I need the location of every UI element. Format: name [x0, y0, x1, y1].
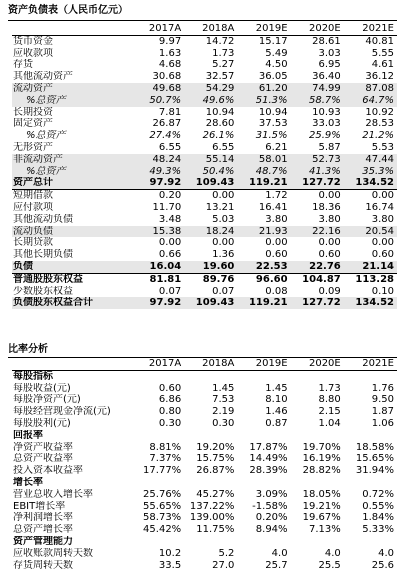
balance-row — [12, 190, 397, 202]
ratio-cell — [291, 430, 344, 442]
balance-cell: 134.52 — [344, 177, 397, 189]
balance-cell: 36.12 — [365, 71, 394, 83]
balance-cell: 22.76 — [291, 261, 344, 273]
ratio-row — [12, 524, 397, 536]
balance-cell: 5.55 — [371, 47, 394, 59]
balance-cell: 5.49 — [265, 47, 288, 59]
balance-cell: 0.66 — [158, 249, 182, 261]
ratio-cell — [291, 370, 344, 382]
ratio-cell: 137.22% — [189, 500, 235, 512]
balance-row — [12, 273, 397, 285]
ratio-row-label: 净资产收益率 — [13, 441, 73, 453]
balance-cell: 0.07 — [212, 285, 235, 297]
balance-cell: 3.80 — [318, 213, 341, 225]
balance-cell: 5.03 — [212, 213, 235, 225]
balance-sheet-title: 资产负债表（人民币亿元） — [8, 5, 128, 16]
ratio-cell: 25.76% — [143, 488, 182, 500]
year-header: 2017A — [131, 358, 184, 370]
ratio-row — [12, 442, 397, 454]
ratio-row-label: 每股经营现金净流(元) — [13, 406, 111, 418]
ratio-cell: 4.0 — [271, 547, 288, 559]
balance-cell: 54.29 — [184, 83, 237, 95]
balance-cell: 37.53 — [258, 118, 288, 130]
balance-row — [12, 177, 397, 189]
balance-cell: 41.3% — [291, 166, 344, 178]
ratio-row-label: 每股指标 — [13, 370, 53, 382]
ratio-cell — [237, 370, 290, 382]
balance-cell: 16.41 — [258, 201, 288, 213]
balance-cell: 10.92 — [365, 106, 394, 118]
ratio-cell: 25.5 — [318, 559, 341, 571]
ratio-cell: 11.75% — [196, 524, 235, 536]
balance-cell: 1.73 — [212, 47, 235, 59]
balance-cell: 21.93 — [237, 226, 290, 238]
ratio-row — [12, 418, 397, 430]
balance-cell: 0.07 — [158, 285, 182, 297]
ratio-cell: 7.13% — [308, 524, 341, 536]
balance-cell: 50.4% — [184, 166, 237, 178]
balance-row-label: 其他流动负债 — [13, 213, 73, 225]
balance-row-label: 非流动资产 — [12, 154, 131, 166]
balance-cell: 109.43 — [184, 297, 237, 309]
ratio-cell — [131, 477, 184, 489]
balance-cell: 0.60 — [371, 249, 394, 261]
ratio-cell: 8.81% — [149, 441, 182, 453]
ratio-cell: -1.58% — [252, 500, 288, 512]
balance-row — [12, 35, 397, 47]
balance-row — [12, 83, 397, 95]
balance-row — [12, 166, 397, 178]
year-header: 2018A — [184, 358, 237, 370]
balance-cell: 0.00 — [265, 237, 288, 249]
balance-cell: 119.21 — [237, 177, 290, 189]
balance-row — [12, 226, 397, 238]
balance-row — [12, 95, 397, 107]
ratio-cell: 8.94% — [255, 524, 288, 536]
balance-row — [12, 202, 397, 214]
ratio-row-label: 应收账款周转天数 — [13, 547, 93, 559]
ratio-cell: 7.53 — [212, 394, 235, 406]
ratio-cell: 55.65% — [143, 500, 182, 512]
balance-cell: 0.00 — [158, 237, 182, 249]
balance-cell: 9.97 — [158, 35, 182, 47]
ratio-row-label: 总资产增长率 — [13, 524, 73, 536]
balance-row-label: 资产总计 — [12, 177, 131, 189]
balance-cell: 10.94 — [258, 106, 288, 118]
balance-cell: 28.53 — [365, 118, 394, 130]
ratio-row-label: 每股净资产(元) — [13, 394, 81, 406]
balance-header-row — [12, 23, 397, 35]
balance-cell: 3.80 — [265, 213, 288, 225]
balance-cell: 109.43 — [184, 177, 237, 189]
balance-cell: 1.72 — [265, 190, 288, 202]
balance-row-label: 货币资金 — [13, 35, 53, 47]
ratio-row — [12, 512, 397, 524]
ratio-cell: 18.58% — [355, 441, 394, 453]
balance-row-label: 少数股东权益 — [13, 285, 73, 297]
ratio-analysis-table — [12, 358, 397, 571]
ratio-cell: 18.05% — [302, 488, 341, 500]
ratio-cell: 1.73 — [318, 382, 341, 394]
balance-row — [12, 237, 397, 249]
ratio-cell: 1.84% — [362, 512, 394, 524]
balance-cell: 15.17 — [258, 35, 288, 47]
balance-row-label: 长期投资 — [13, 106, 53, 118]
ratio-cell: 6.86 — [158, 394, 182, 406]
ratio-row — [12, 477, 397, 489]
ratio-row — [12, 560, 397, 572]
ratio-row — [12, 501, 397, 513]
balance-cell: 3.03 — [318, 47, 341, 59]
ratio-cell — [184, 430, 237, 442]
balance-row — [12, 48, 397, 60]
balance-row — [12, 59, 397, 71]
year-header: 2021E — [344, 23, 397, 35]
balance-cell: 87.08 — [344, 83, 397, 95]
balance-cell: 0.00 — [318, 237, 341, 249]
ratio-row-label: 投入资本收益率 — [13, 465, 83, 477]
ratio-cell: 25.7 — [265, 559, 288, 571]
balance-row-label: 应付款项 — [13, 201, 53, 213]
balance-row-label: 无形资产 — [13, 141, 53, 153]
balance-cell: 27.4% — [149, 130, 182, 142]
ratio-row-label: EBIT增长率 — [13, 500, 66, 512]
balance-row-label: %总资产 — [26, 130, 66, 142]
ratio-cell: 17.77% — [143, 465, 182, 477]
balance-row — [12, 71, 397, 83]
balance-cell: 1.36 — [212, 249, 235, 261]
balance-cell: 58.7% — [291, 95, 344, 107]
ratio-row-label: 营业总收入增长率 — [13, 488, 93, 500]
balance-cell: 97.92 — [131, 177, 184, 189]
balance-cell: 0.09 — [318, 285, 341, 297]
balance-cell: 0.60 — [318, 249, 341, 261]
ratio-cell: 7.37% — [149, 453, 182, 465]
balance-row — [12, 297, 397, 309]
ratio-cell: 2.19 — [212, 406, 235, 418]
balance-cell: 50.7% — [131, 95, 184, 107]
year-header: 2018A — [184, 23, 237, 35]
balance-cell: 58.01 — [237, 154, 290, 166]
balance-cell: 18.24 — [184, 226, 237, 238]
ratio-cell: 5.33% — [362, 524, 394, 536]
balance-row — [12, 286, 397, 298]
ratio-analysis-title: 比率分析 — [8, 344, 48, 355]
ratio-cell: 1.46 — [265, 406, 288, 418]
balance-cell: 51.3% — [237, 95, 290, 107]
ratio-cell — [237, 536, 290, 548]
balance-row — [12, 249, 397, 261]
ratio-cell: 15.75% — [196, 453, 235, 465]
ratio-cell: 19.20% — [196, 441, 235, 453]
ratio-cell: 26.87% — [196, 465, 235, 477]
balance-cell: 15.38 — [131, 226, 184, 238]
ratio-cell: 0.80 — [158, 406, 182, 418]
balance-cell: 5.27 — [212, 59, 235, 71]
ratio-row-label: 资产管理能力 — [13, 535, 73, 547]
balance-cell: 14.72 — [205, 35, 235, 47]
ratio-row-label: 回报率 — [13, 429, 43, 441]
ratio-cell: 16.19% — [302, 453, 341, 465]
balance-cell: 0.10 — [371, 285, 394, 297]
balance-cell: 0.00 — [212, 190, 235, 202]
balance-cell: 0.08 — [265, 285, 288, 297]
balance-row — [12, 154, 397, 166]
ratio-row — [12, 465, 397, 477]
balance-cell: 18.36 — [312, 201, 341, 213]
ratio-cell: 1.04 — [318, 417, 341, 429]
balance-cell: 104.87 — [302, 273, 341, 285]
ratio-cell: 17.87% — [249, 441, 288, 453]
balance-row — [12, 214, 397, 226]
balance-cell: 81.81 — [149, 273, 182, 285]
ratio-cell: 3.09% — [255, 488, 288, 500]
balance-row — [12, 130, 397, 142]
balance-row-label: 普通股股东权益 — [13, 273, 83, 285]
year-header: 2019E — [237, 23, 290, 35]
balance-row — [12, 107, 397, 119]
ratio-cell — [184, 477, 237, 489]
balance-row — [12, 261, 397, 273]
ratio-row — [12, 370, 397, 382]
ratio-cell: 4.0 — [378, 547, 394, 559]
balance-cell: 64.7% — [344, 95, 397, 107]
balance-cell: 4.68 — [158, 59, 182, 71]
ratio-cell: 1.87 — [371, 406, 394, 418]
balance-cell: 4.61 — [371, 59, 394, 71]
balance-cell: 6.21 — [265, 141, 288, 153]
ratio-cell: 1.06 — [371, 417, 394, 429]
balance-cell: 6.95 — [318, 59, 341, 71]
balance-top-rule — [8, 20, 397, 21]
balance-cell: 5.87 — [318, 141, 341, 153]
ratio-cell: 9.50 — [371, 394, 394, 406]
ratio-cell — [237, 477, 290, 489]
balance-cell: 30.68 — [152, 71, 182, 83]
balance-row — [12, 118, 397, 130]
ratio-cell: 0.30 — [158, 417, 182, 429]
ratio-cell — [344, 430, 397, 442]
balance-row-label: %总资产 — [12, 166, 131, 178]
ratio-row-label: 增长率 — [13, 476, 43, 488]
balance-cell: 25.9% — [308, 130, 341, 142]
balance-cell: 55.14 — [184, 154, 237, 166]
balance-cell: 74.99 — [291, 83, 344, 95]
balance-row-label: 存货 — [13, 59, 33, 71]
balance-row-label: 固定资产 — [13, 118, 53, 130]
balance-sheet-table — [12, 23, 397, 309]
balance-cell: 0.20 — [158, 190, 182, 202]
ratio-cell: 1.45 — [265, 382, 288, 394]
ratio-cell: 139.00% — [189, 512, 235, 524]
ratio-cell: 1.76 — [371, 382, 394, 394]
ratio-cell — [344, 536, 397, 548]
ratio-cell: 0.60 — [158, 382, 182, 394]
balance-cell: 89.76 — [202, 273, 235, 285]
balance-cell: 19.60 — [184, 261, 237, 273]
ratio-cell: 10.2 — [158, 547, 182, 559]
ratio-cell: 45.42% — [143, 524, 182, 536]
balance-cell: 21.2% — [362, 130, 394, 142]
ratio-row — [12, 548, 397, 560]
ratio-cell — [344, 370, 397, 382]
ratio-cell: 5.2 — [218, 547, 235, 559]
balance-cell: 0.00 — [212, 237, 235, 249]
balance-row — [12, 142, 397, 154]
balance-cell: 35.3% — [344, 166, 397, 178]
ratio-row — [12, 430, 397, 442]
ratio-row-label: 存货周转天数 — [13, 559, 73, 571]
ratio-row — [12, 406, 397, 418]
balance-cell: 127.72 — [291, 297, 344, 309]
balance-row-label: 短期借款 — [13, 190, 53, 202]
ratio-cell: 1.45 — [212, 382, 235, 394]
balance-row-label: 其他流动资产 — [13, 71, 73, 83]
ratio-row-label: 每股收益(元) — [13, 382, 71, 394]
balance-cell: 3.48 — [158, 213, 182, 225]
ratio-cell — [237, 430, 290, 442]
balance-cell: 36.05 — [258, 71, 288, 83]
ratio-cell: 15.65% — [355, 453, 394, 465]
balance-cell: 33.03 — [312, 118, 341, 130]
balance-cell: 7.81 — [158, 106, 182, 118]
balance-cell: 31.5% — [255, 130, 288, 142]
ratio-cell: 8.80 — [318, 394, 341, 406]
balance-cell: 10.93 — [312, 106, 341, 118]
ratio-cell: 33.5 — [158, 559, 182, 571]
ratio-cell: 31.94% — [355, 465, 394, 477]
ratio-cell: 28.82% — [302, 465, 341, 477]
ratio-row-label: 净利润增长率 — [13, 512, 73, 524]
balance-row-label: 流动负债 — [12, 226, 131, 238]
ratio-cell — [291, 477, 344, 489]
ratio-cell: 0.30 — [212, 417, 235, 429]
ratio-header-row — [12, 358, 397, 370]
ratio-cell — [184, 370, 237, 382]
balance-cell: 28.60 — [205, 118, 235, 130]
balance-row-label: 长期贷款 — [13, 237, 53, 249]
balance-cell: 47.44 — [344, 154, 397, 166]
balance-cell: 21.14 — [344, 261, 397, 273]
year-header: 2017A — [131, 23, 184, 35]
balance-cell: 48.7% — [237, 166, 290, 178]
ratio-cell — [131, 536, 184, 548]
ratio-cell: 28.39% — [249, 465, 288, 477]
balance-cell: 113.28 — [355, 273, 394, 285]
ratio-cell — [184, 536, 237, 548]
ratio-cell: 0.55% — [362, 500, 394, 512]
balance-cell: 5.53 — [371, 141, 394, 153]
ratio-cell: 19.67% — [302, 512, 341, 524]
ratio-row — [12, 453, 397, 465]
ratio-cell — [291, 536, 344, 548]
balance-cell: 16.04 — [131, 261, 184, 273]
ratio-cell: 0.72% — [362, 488, 394, 500]
balance-cell: 26.1% — [202, 130, 235, 142]
ratio-cell: 8.10 — [265, 394, 288, 406]
ratio-cell: 4.0 — [324, 547, 341, 559]
balance-cell: 134.52 — [344, 297, 397, 309]
ratio-row — [12, 383, 397, 395]
ratio-row-label: 总资产收益率 — [13, 453, 73, 465]
balance-cell: 26.87 — [152, 118, 182, 130]
ratio-cell — [131, 430, 184, 442]
balance-cell: 13.21 — [205, 201, 235, 213]
ratio-row — [12, 536, 397, 548]
ratio-cell: 0.20% — [255, 512, 288, 524]
ratio-cell: 19.70% — [302, 441, 341, 453]
balance-cell: 10.94 — [205, 106, 235, 118]
balance-cell: 96.60 — [255, 273, 288, 285]
ratio-cell: 0.87 — [265, 417, 288, 429]
year-header: 2021E — [344, 358, 397, 370]
balance-cell: 97.92 — [131, 297, 184, 309]
ratio-cell: 45.27% — [196, 488, 235, 500]
balance-cell: 52.73 — [291, 154, 344, 166]
ratio-cell — [344, 477, 397, 489]
balance-cell: 1.63 — [158, 47, 182, 59]
balance-cell: 0.00 — [371, 190, 394, 202]
balance-cell: 49.3% — [131, 166, 184, 178]
balance-cell: 0.60 — [265, 249, 288, 261]
balance-cell: 49.68 — [131, 83, 184, 95]
balance-cell: 40.81 — [365, 35, 394, 47]
balance-cell: 61.20 — [237, 83, 290, 95]
balance-row-label: 负债 — [12, 261, 131, 273]
balance-cell: 32.57 — [205, 71, 235, 83]
balance-cell: 28.61 — [312, 35, 341, 47]
ratio-cell: 19.21% — [302, 500, 341, 512]
balance-cell: 36.40 — [312, 71, 341, 83]
balance-cell: 22.53 — [237, 261, 290, 273]
ratio-cell: 25.6 — [371, 559, 394, 571]
balance-cell: 48.24 — [131, 154, 184, 166]
year-header: 2019E — [237, 358, 290, 370]
ratio-cell: 2.15 — [318, 406, 341, 418]
balance-cell: 0.00 — [318, 190, 341, 202]
year-header: 2020E — [291, 358, 344, 370]
ratio-row — [12, 489, 397, 501]
balance-cell: 49.6% — [184, 95, 237, 107]
balance-row-label: 流动资产 — [12, 83, 131, 95]
balance-row-label: 负债股东权益合计 — [12, 297, 131, 309]
balance-cell: 3.80 — [371, 213, 394, 225]
ratio-cell: 58.73% — [143, 512, 182, 524]
balance-cell: 22.16 — [291, 226, 344, 238]
ratio-cell: 14.49% — [249, 453, 288, 465]
balance-row-label: 其他长期负债 — [13, 249, 73, 261]
balance-cell: 16.74 — [365, 201, 394, 213]
balance-cell: 0.00 — [371, 237, 394, 249]
balance-cell: 4.50 — [265, 59, 288, 71]
year-header: 2020E — [291, 23, 344, 35]
ratio-cell: 27.0 — [212, 559, 235, 571]
balance-cell: 6.55 — [158, 141, 182, 153]
ratio-cell — [131, 370, 184, 382]
ratio-row — [12, 394, 397, 406]
balance-cell: 20.54 — [344, 226, 397, 238]
balance-cell: 11.70 — [152, 201, 182, 213]
balance-row-label: 应收款项 — [13, 47, 53, 59]
balance-row-label: %总资产 — [12, 95, 131, 107]
ratio-row-label: 每股股利(元) — [13, 417, 71, 429]
balance-cell: 6.55 — [212, 141, 235, 153]
balance-cell: 127.72 — [291, 177, 344, 189]
balance-cell: 119.21 — [237, 297, 290, 309]
